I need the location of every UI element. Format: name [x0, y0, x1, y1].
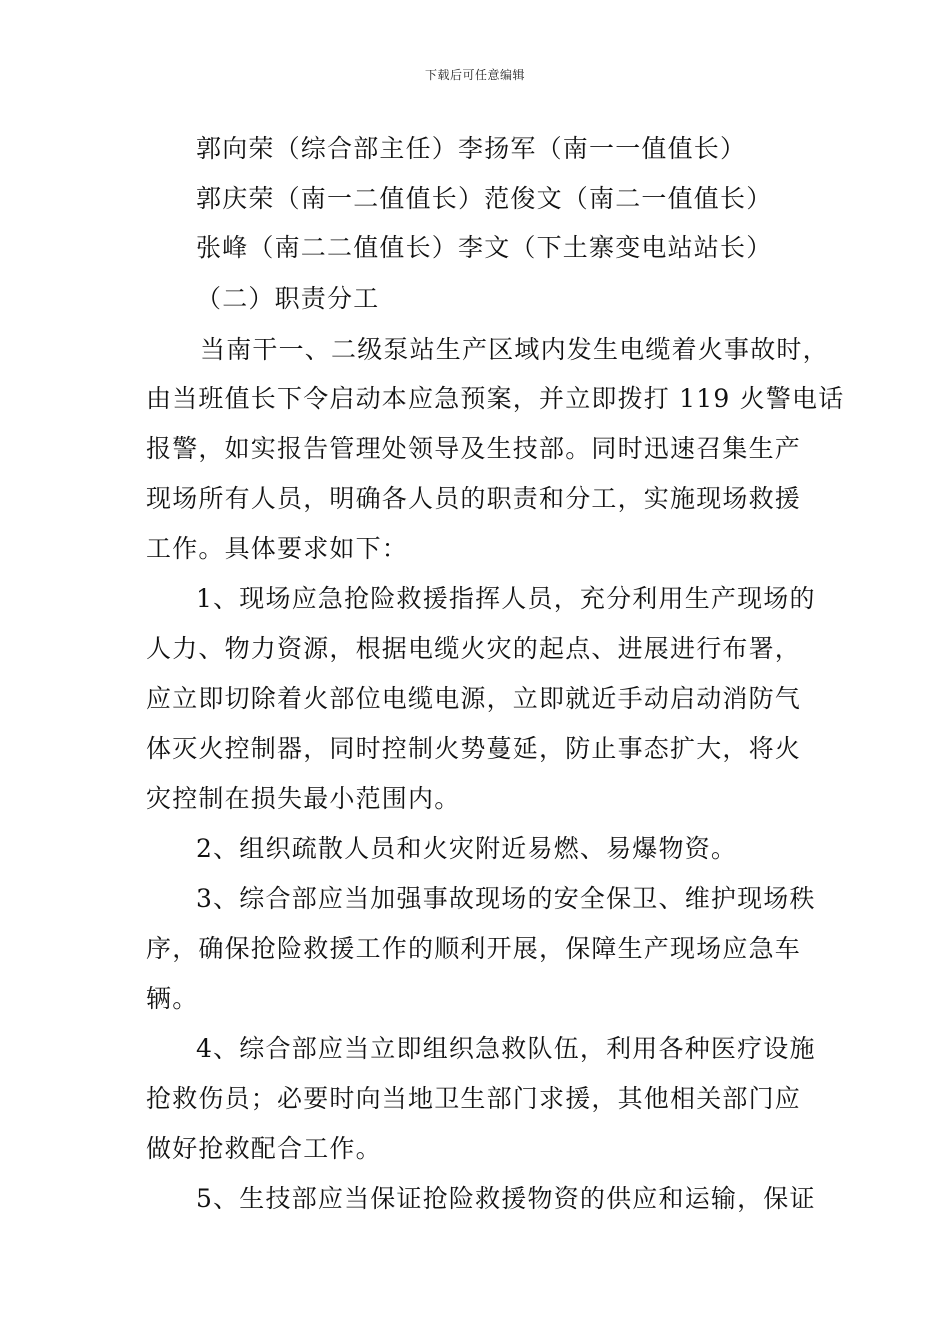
body-line: 4、综合部应当立即组织急救队伍，利用各种医疗设施: [196, 1034, 816, 1063]
body-line: 由当班值长下令启动本应急预案，并立即拨打 119 火警电话: [146, 384, 845, 413]
body-line: 当南干一、二级泵站生产区域内发生电缆着火事故时，: [200, 335, 829, 364]
body-line: 郭向荣（综合部主任）李扬军（南一一值值长）: [196, 134, 747, 163]
section-heading: （二）职责分工: [196, 284, 380, 313]
header-note: 下载后可任意编辑: [424, 68, 525, 82]
body-line: 3、综合部应当加强事故现场的安全保卫、维护现场秩: [196, 884, 816, 913]
body-line: 1、现场应急抢险救援指挥人员，充分利用生产现场的: [196, 584, 816, 613]
body-line: 工作。具体要求如下：: [146, 534, 409, 563]
body-line: 郭庆荣（南一二值值长）范俊文（南二一值值长）: [196, 184, 773, 213]
body-line: 体灭火控制器，同时控制火势蔓延，防止事态扩大，将火: [146, 734, 802, 763]
body-line: 人力、物力资源，根据电缆火灾的起点、进展进行布署，: [146, 634, 802, 663]
body-line: 5、生技部应当保证抢险救援物资的供应和运输，保证: [196, 1184, 816, 1213]
body-line: 现场所有人员，明确各人员的职责和分工，实施现场救援: [146, 484, 802, 513]
body-line: 抢救伤员；必要时向当地卫生部门求援，其他相关部门应: [146, 1084, 802, 1113]
body-line: 应立即切除着火部位电缆电源，立即就近手动启动消防气: [146, 684, 802, 713]
body-line: 张峰（南二二值值长）李文（下土寨变电站站长）: [196, 233, 773, 262]
body-line: 做好抢救配合工作。: [146, 1134, 382, 1163]
body-line: 序，确保抢险救援工作的顺利开展，保障生产现场应急车: [146, 934, 802, 963]
body-line: 灾控制在损失最小范围内。: [146, 784, 461, 813]
body-line: 报警，如实报告管理处领导及生技部。同时迅速召集生产: [146, 434, 802, 463]
body-line: 辆。: [146, 984, 199, 1013]
body-line: 2、组织疏散人员和火灾附近易燃、易爆物资。: [196, 834, 738, 863]
